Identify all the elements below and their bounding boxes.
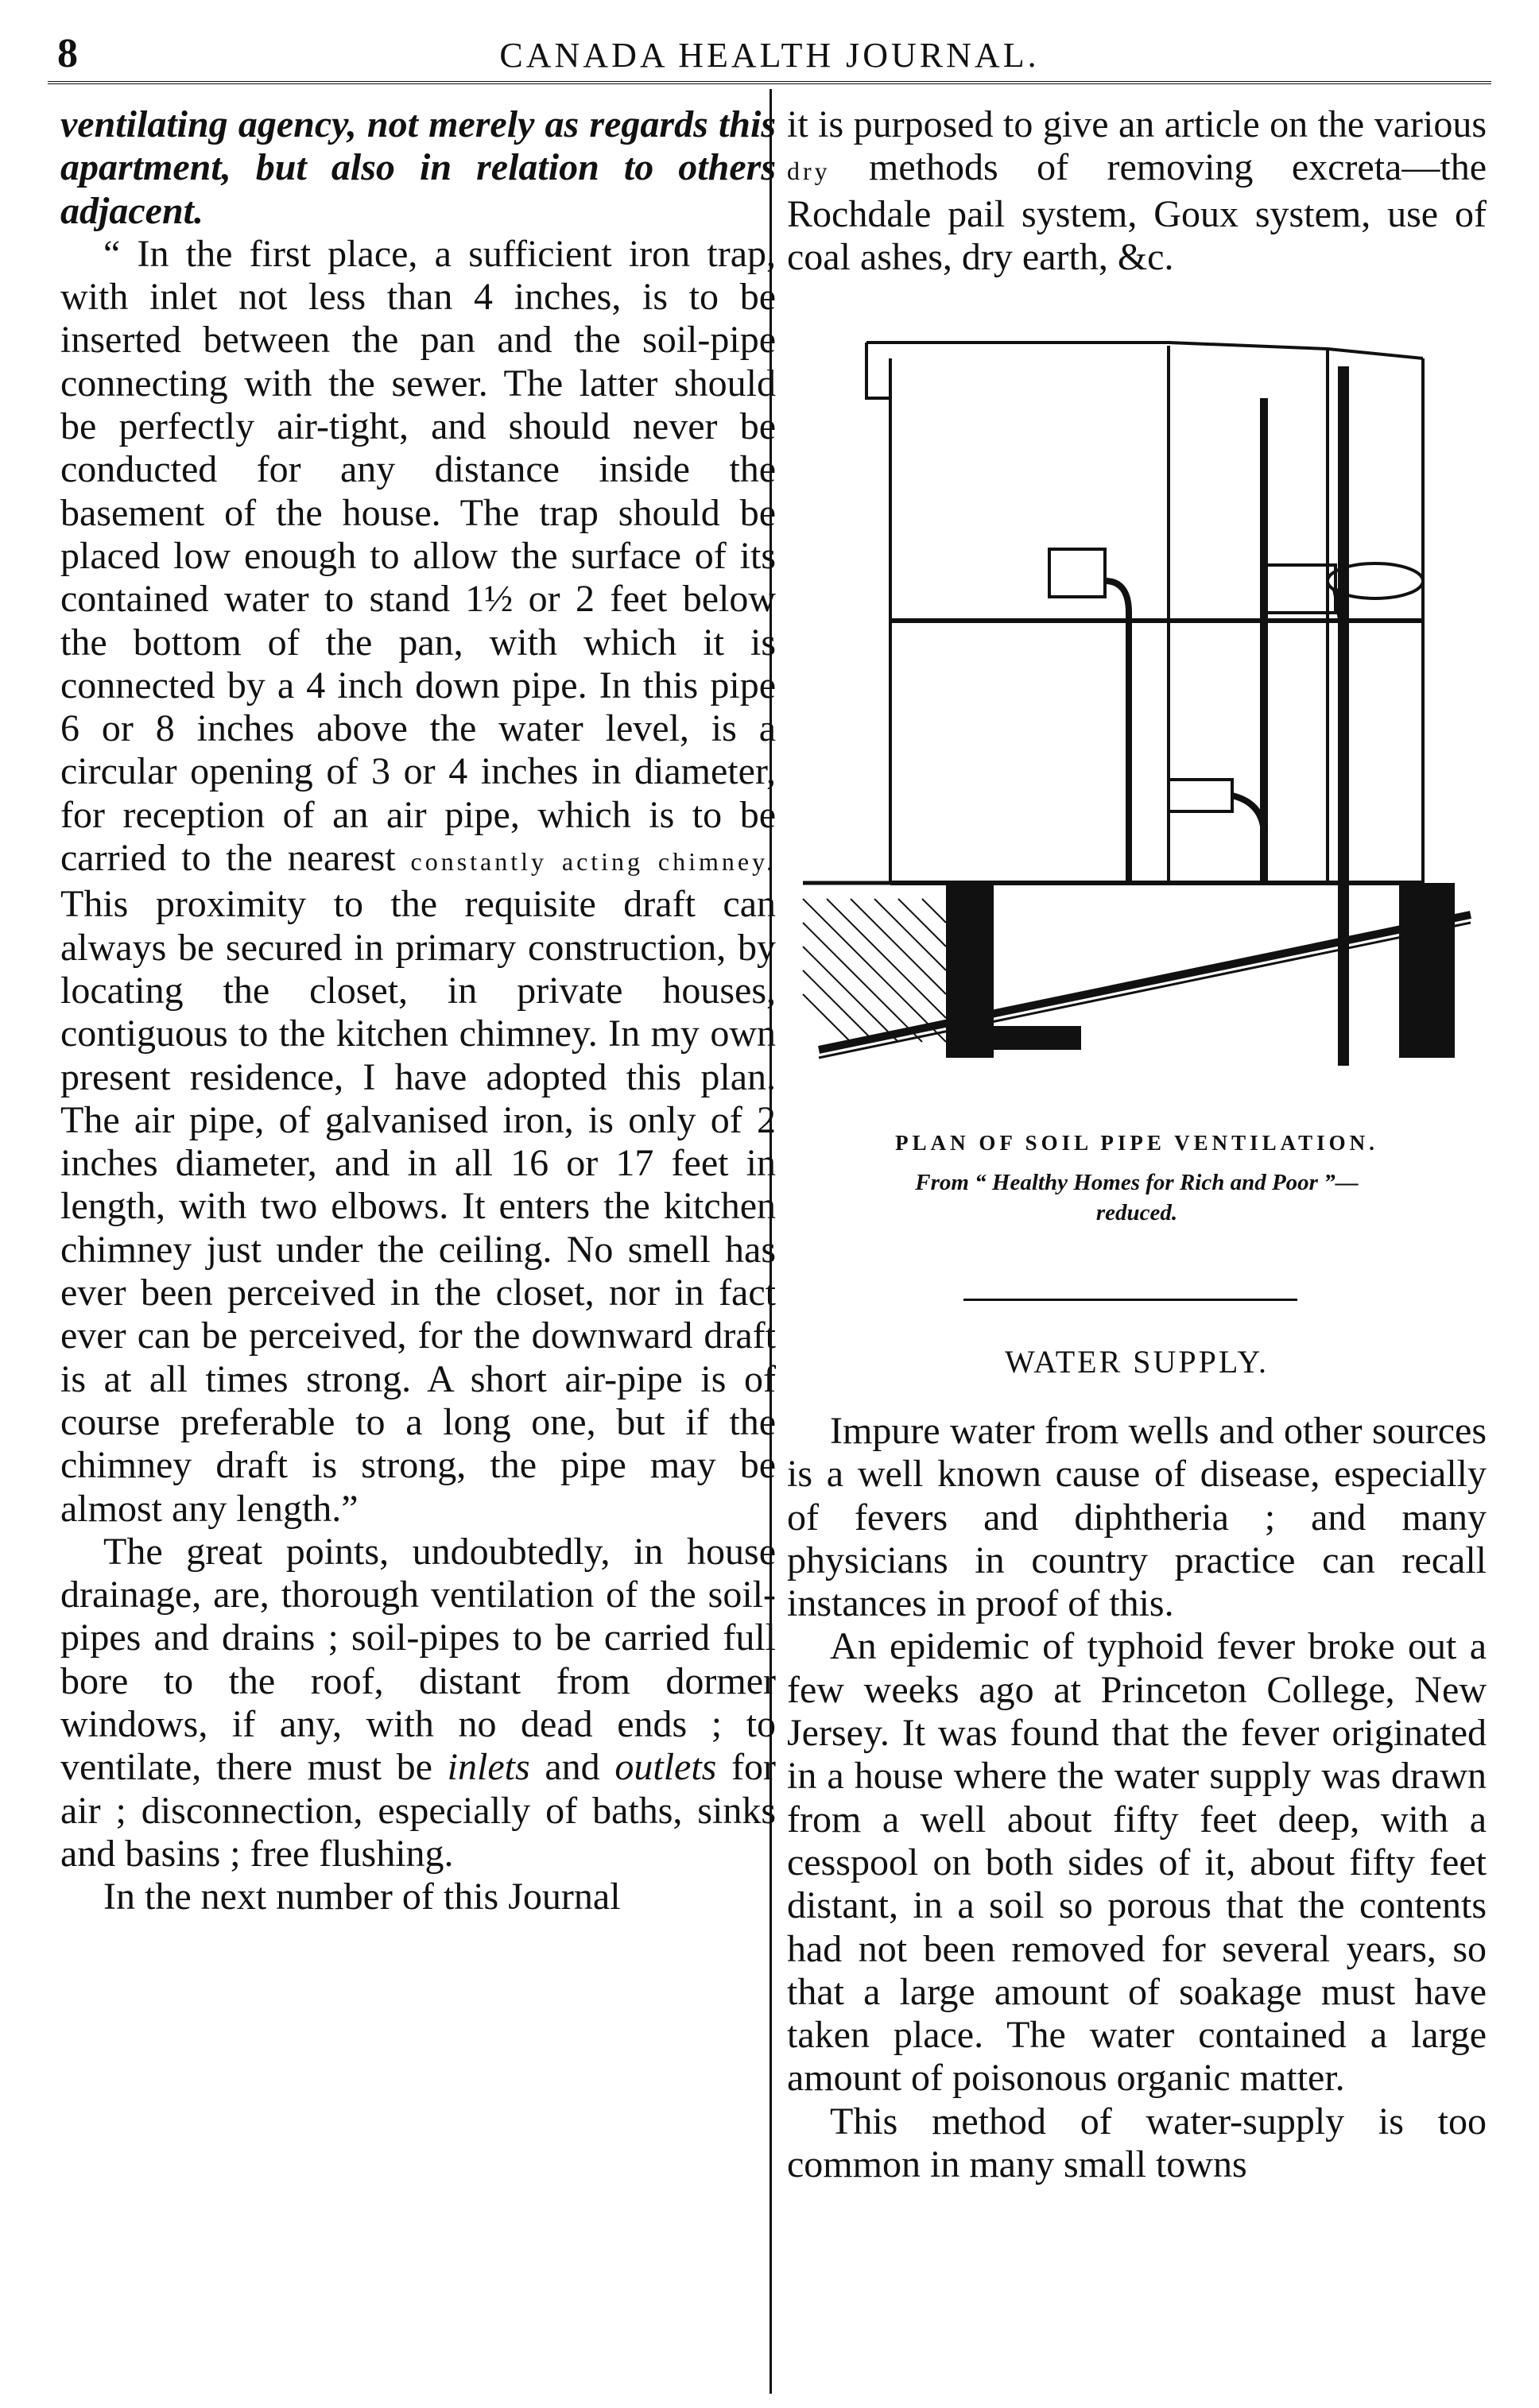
paragraph: An epidemic of typhoid fever broke out a few weeks ago at Princeton College, New Jersey. It was found that the fever originated in a house where the water supply was drawn from a well about fifty feet deep, with a cesspool on both sides of it, about fifty feet distant, in a soil so porous that the contents had not been removed for several years, so that a large amount of soakage must have taken place. The water contained a large amount of poisonous organic matter. xyxy=(787,1625,1487,2100)
figure-caption: PLAN OF SOIL PIPE VENTILATION. xyxy=(895,1131,1378,1156)
soil-pipe-illustration xyxy=(787,311,1487,1226)
section-divider xyxy=(963,1299,1297,1301)
paragraph: This method of water-supply is too common in many small towns xyxy=(787,2100,1487,2186)
paragraph: Impure water from wells and other sources is a well known cause of disease, especially of fevers and diphtheria ; and many physicians in country practice can recall instances in proof of this. xyxy=(787,1410,1487,1625)
figure-credit: From “ Healthy Homes for Rich and Poor ”— reduced. xyxy=(915,1170,1359,1226)
running-head: CANADA HEALTH JOURNAL. xyxy=(499,36,1040,75)
small-caps-text: constantly acting chimney. xyxy=(410,847,776,877)
left-column xyxy=(60,103,776,1918)
right-column-bottom xyxy=(787,1410,1487,2186)
page-header xyxy=(48,14,1491,84)
paragraph: “ In the first place, a sufficient iron trap, with inlet not less than 4 inches, is to be inserted between the pan and the soil-pipe connecting with the sewer. The latter should be perfectly air-tight, and should never be conducted for any distance inside the basement of the house. The trap should be placed low enough to allow the surface of its contained water to stand 1½ or 2 feet below the bottom of the pan, with which it is connected by a 4 inch down pipe. In this pipe 6 or 8 inches above the water level, is a circular opening of 3 or 4 inches in diameter, for reception of an air pipe, which is to be carried to the nearest constantly acting chimney. This proximity to the requisite draft can always be secured in primary construction, by locating the closet, in private houses, contiguous to the kitchen chimney. In my own present residence, I have adopted this plan. The air pipe, of galvanised iron, is only of 2 inches diameter, and in all 16 or 17 feet in length, with two elbows. It enters the kitchen chimney just under the ceiling. No smell has ever been perceived in the closet, nor in fact ever can be perceived, for the downward draft is at all times strong. A short air-pipe is of course preferable to a long one, but if the chimney draft is strong, the pipe may be almost any length.” xyxy=(60,232,776,1530)
right-column-top xyxy=(787,103,1487,1226)
paragraph: it is purposed to give an article on the various dry methods of removing excreta—the Rochdale pail system, Goux system, use of coal ashes, dry earth, &c. xyxy=(787,103,1487,278)
paragraph: The great points, undoubtedly, in house drainage, are, thorough ventilation of the soil-pipes and drains ; soil-pipes to be carried full bore to the roof, distant from dormer windows, if any, with no dead ends ; to ventilate, there must be inlets and outlets for air ; disconnection, especially of baths, sinks and basins ; free flushing. xyxy=(60,1530,777,1875)
section-title: WATER SUPPLY. xyxy=(1004,1344,1270,1380)
soil-pipe-drawing xyxy=(787,311,1487,1066)
page-number: 8 xyxy=(57,31,78,76)
paragraph: In the next number of this Journal xyxy=(103,1876,621,1918)
small-caps-text: dry xyxy=(787,157,831,186)
paragraph: ventilating agency, not merely as regards this apartment, but also in relation to others adjacent. xyxy=(60,103,776,232)
